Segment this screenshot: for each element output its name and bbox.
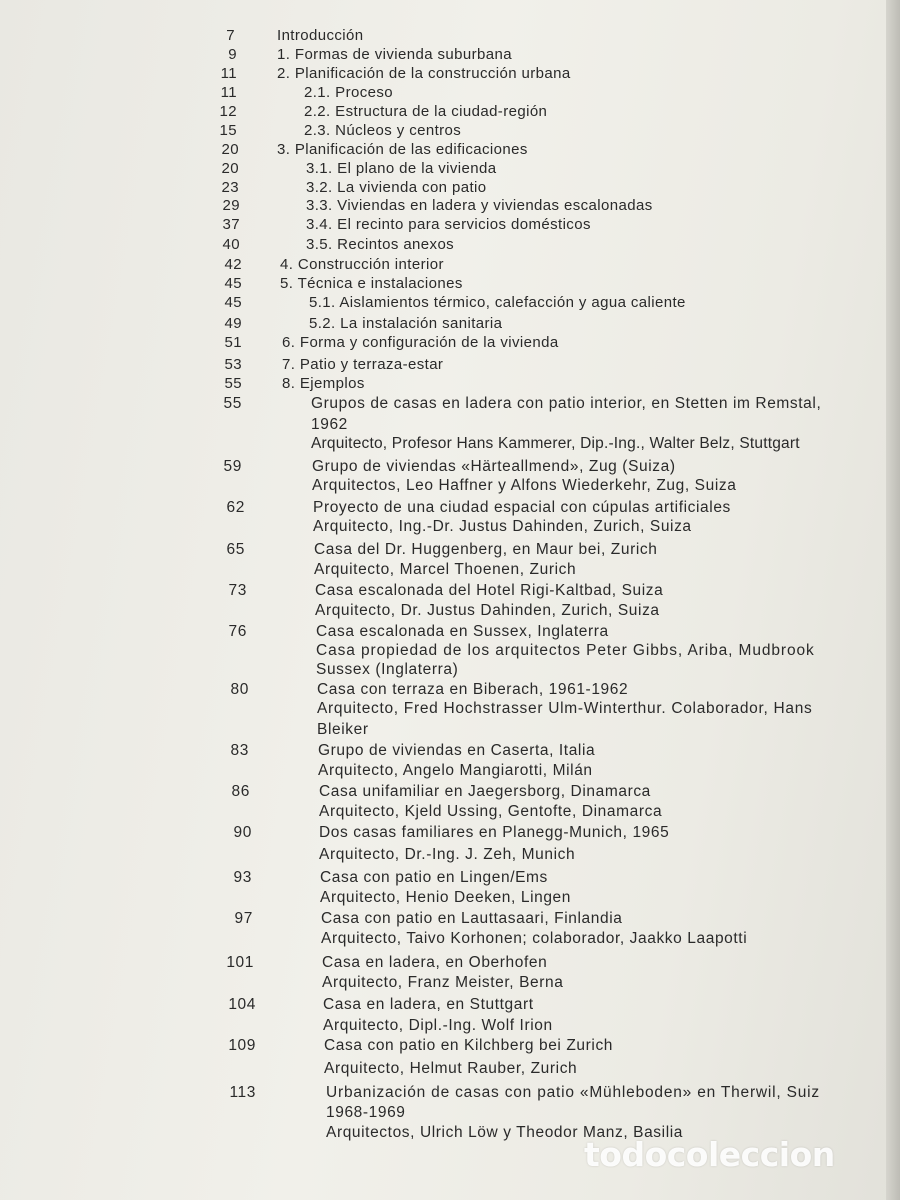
- toc-subtitle: 3.4. El recinto para servicios domésticos: [306, 216, 591, 233]
- example-page-number: 65: [226, 541, 245, 558]
- toc-page-number: 29: [222, 197, 240, 214]
- toc-subtitle: 3.1. El plano de la vivienda: [306, 160, 497, 177]
- toc-title: 2. Planificación de la construcción urbana: [277, 65, 571, 82]
- example-line: Casa escalonada del Hotel Rigi-Kaltbad, Suiza: [315, 582, 664, 599]
- toc-page-number: 53: [224, 356, 242, 373]
- toc-subtitle: 5.2. La instalación sanitaria: [309, 315, 503, 332]
- example-line: Proyecto de una ciudad espacial con cúpulas artificiales: [313, 499, 731, 516]
- example-line: Casa propiedad de los arquitectos Peter Gibbs, Ariba, Mudbrook: [316, 642, 815, 659]
- example-line: Arquitecto, Profesor Hans Kammerer, Dip.-Ing., Walter Belz, Stuttgart: [311, 435, 800, 452]
- example-line: 1968-1969: [326, 1104, 406, 1121]
- example-page-number: 113: [229, 1084, 256, 1101]
- example-line: Sussex (Inglaterra): [316, 661, 459, 678]
- example-line: Casa con patio en Lauttasaari, Finlandia: [321, 910, 623, 927]
- toc-title: 6. Forma y configuración de la vivienda: [282, 334, 559, 351]
- example-page-number: 90: [233, 824, 252, 841]
- toc-subtitle: 2.1. Proceso: [304, 84, 394, 101]
- example-page-number: 76: [228, 623, 247, 640]
- toc-subtitle: 2.2. Estructura de la ciudad-región: [304, 103, 548, 120]
- example-page-number: 109: [228, 1037, 256, 1054]
- example-page-number: 104: [228, 996, 256, 1013]
- toc-page-number: 45: [224, 275, 242, 292]
- example-line: Arquitecto, Ing.-Dr. Justus Dahinden, Zurich, Suiza: [313, 518, 692, 535]
- toc-title: 8. Ejemplos: [282, 375, 365, 392]
- example-page-number: 55: [223, 395, 242, 412]
- example-line: Arquitecto, Marcel Thoenen, Zurich: [314, 561, 577, 578]
- example-line: 1962: [311, 416, 348, 433]
- toc-title: 5. Técnica e instalaciones: [280, 275, 463, 292]
- example-page-number: 93: [233, 869, 252, 886]
- toc-page-number: 55: [224, 375, 242, 392]
- toc-title: 1. Formas de vivienda suburbana: [277, 46, 513, 63]
- example-line: Casa unifamiliar en Jaegersborg, Dinamarca: [319, 783, 651, 800]
- toc-subtitle: 3.5. Recintos anexos: [306, 236, 455, 253]
- example-page-number: 86: [231, 783, 250, 800]
- example-line: Arquitecto, Dr. Justus Dahinden, Zurich, Suiza: [315, 602, 660, 619]
- toc-title: 7. Patio y terraza-estar: [282, 356, 444, 373]
- example-line: Arquitecto, Dr.-Ing. J. Zeh, Munich: [319, 846, 576, 863]
- example-page-number: 73: [228, 582, 247, 599]
- example-line: Grupo de viviendas «Härteallmend», Zug (Suiza): [312, 458, 676, 475]
- example-page-number: 83: [230, 742, 249, 759]
- example-page-number: 101: [226, 954, 254, 971]
- toc-page-number: 7: [226, 27, 235, 44]
- example-line: Arquitectos, Leo Haffner y Alfons Wiederkehr, Zug, Suiza: [312, 477, 737, 494]
- example-line: Dos casas familiares en Planegg-Munich, 1965: [319, 824, 670, 841]
- example-line: Grupo de viviendas en Caserta, Italia: [318, 742, 596, 759]
- toc-subtitle: 3.3. Viviendas en ladera y viviendas escalonadas: [306, 197, 653, 214]
- example-line: Casa con terraza en Biberach, 1961-1962: [317, 681, 629, 698]
- example-line: Arquitecto, Franz Meister, Berna: [322, 974, 564, 991]
- example-line: Arquitectos, Ulrich Löw y Theodor Manz, Basilia: [326, 1124, 683, 1141]
- example-page-number: 80: [230, 681, 249, 698]
- example-line: Casa en ladera, en Oberhofen: [322, 954, 548, 971]
- example-line: Arquitecto, Taivo Korhonen; colaborador, Jaakko Laapotti: [321, 930, 748, 947]
- toc-subtitle: 5.1. Aislamientos térmico, calefacción y agua caliente: [309, 294, 686, 311]
- example-line: Casa del Dr. Huggenberg, en Maur bei, Zurich: [314, 541, 658, 558]
- example-line: Grupos de casas en ladera con patio interior, en Stetten im Remstal,: [311, 395, 822, 412]
- example-line: Casa con patio en Lingen/Ems: [320, 869, 548, 886]
- toc-page-number: 15: [219, 122, 237, 139]
- example-line: Bleiker: [317, 721, 369, 738]
- toc-page-number: 45: [224, 294, 242, 311]
- toc-page-number: 42: [224, 256, 242, 273]
- example-page-number: 62: [226, 499, 245, 516]
- toc-title: 4. Construcción interior: [280, 256, 444, 273]
- example-line: Arquitecto, Helmut Rauber, Zurich: [324, 1060, 578, 1077]
- toc-title: Introducción: [277, 27, 364, 44]
- toc-title: 3. Planificación de las edificaciones: [277, 141, 528, 158]
- toc-page-number: 20: [221, 160, 239, 177]
- example-line: Arquitecto, Henio Deeken, Lingen: [320, 889, 571, 906]
- example-page-number: 59: [223, 458, 242, 475]
- example-line: Arquitecto, Kjeld Ussing, Gentofte, Dinamarca: [319, 803, 663, 820]
- toc-subtitle: 3.2. La vivienda con patio: [306, 179, 487, 196]
- toc-page-number: 9: [228, 46, 237, 63]
- example-line: Arquitecto, Dipl.-Ing. Wolf Irion: [323, 1017, 553, 1034]
- example-line: Casa con patio en Kilchberg bei Zurich: [324, 1037, 614, 1054]
- example-page-number: 97: [234, 910, 253, 927]
- toc-page-number: 20: [221, 141, 239, 158]
- watermark-logo: todocoleccion: [584, 1135, 835, 1174]
- toc-page-number: 37: [222, 216, 240, 233]
- toc-page-number: 49: [224, 315, 242, 332]
- toc-page-number: 40: [222, 236, 240, 253]
- example-line: Casa en ladera, en Stuttgart: [323, 996, 534, 1013]
- example-line: Arquitecto, Fred Hochstrasser Ulm-Winterthur. Colaborador, Hans: [317, 700, 813, 717]
- example-line: Urbanización de casas con patio «Mühleboden» en Therwil, Suiz: [326, 1084, 820, 1101]
- example-line: Arquitecto, Angelo Mangiarotti, Milán: [318, 762, 593, 779]
- toc-page-number: 23: [221, 179, 239, 196]
- toc-page-number: 12: [219, 103, 237, 120]
- toc-page-number: 11: [220, 65, 237, 82]
- example-line: Casa escalonada en Sussex, Inglaterra: [316, 623, 609, 640]
- toc-subtitle: 2.3. Núcleos y centros: [304, 122, 462, 139]
- toc-page-number: 11: [220, 84, 237, 101]
- toc-page-number: 51: [224, 334, 242, 351]
